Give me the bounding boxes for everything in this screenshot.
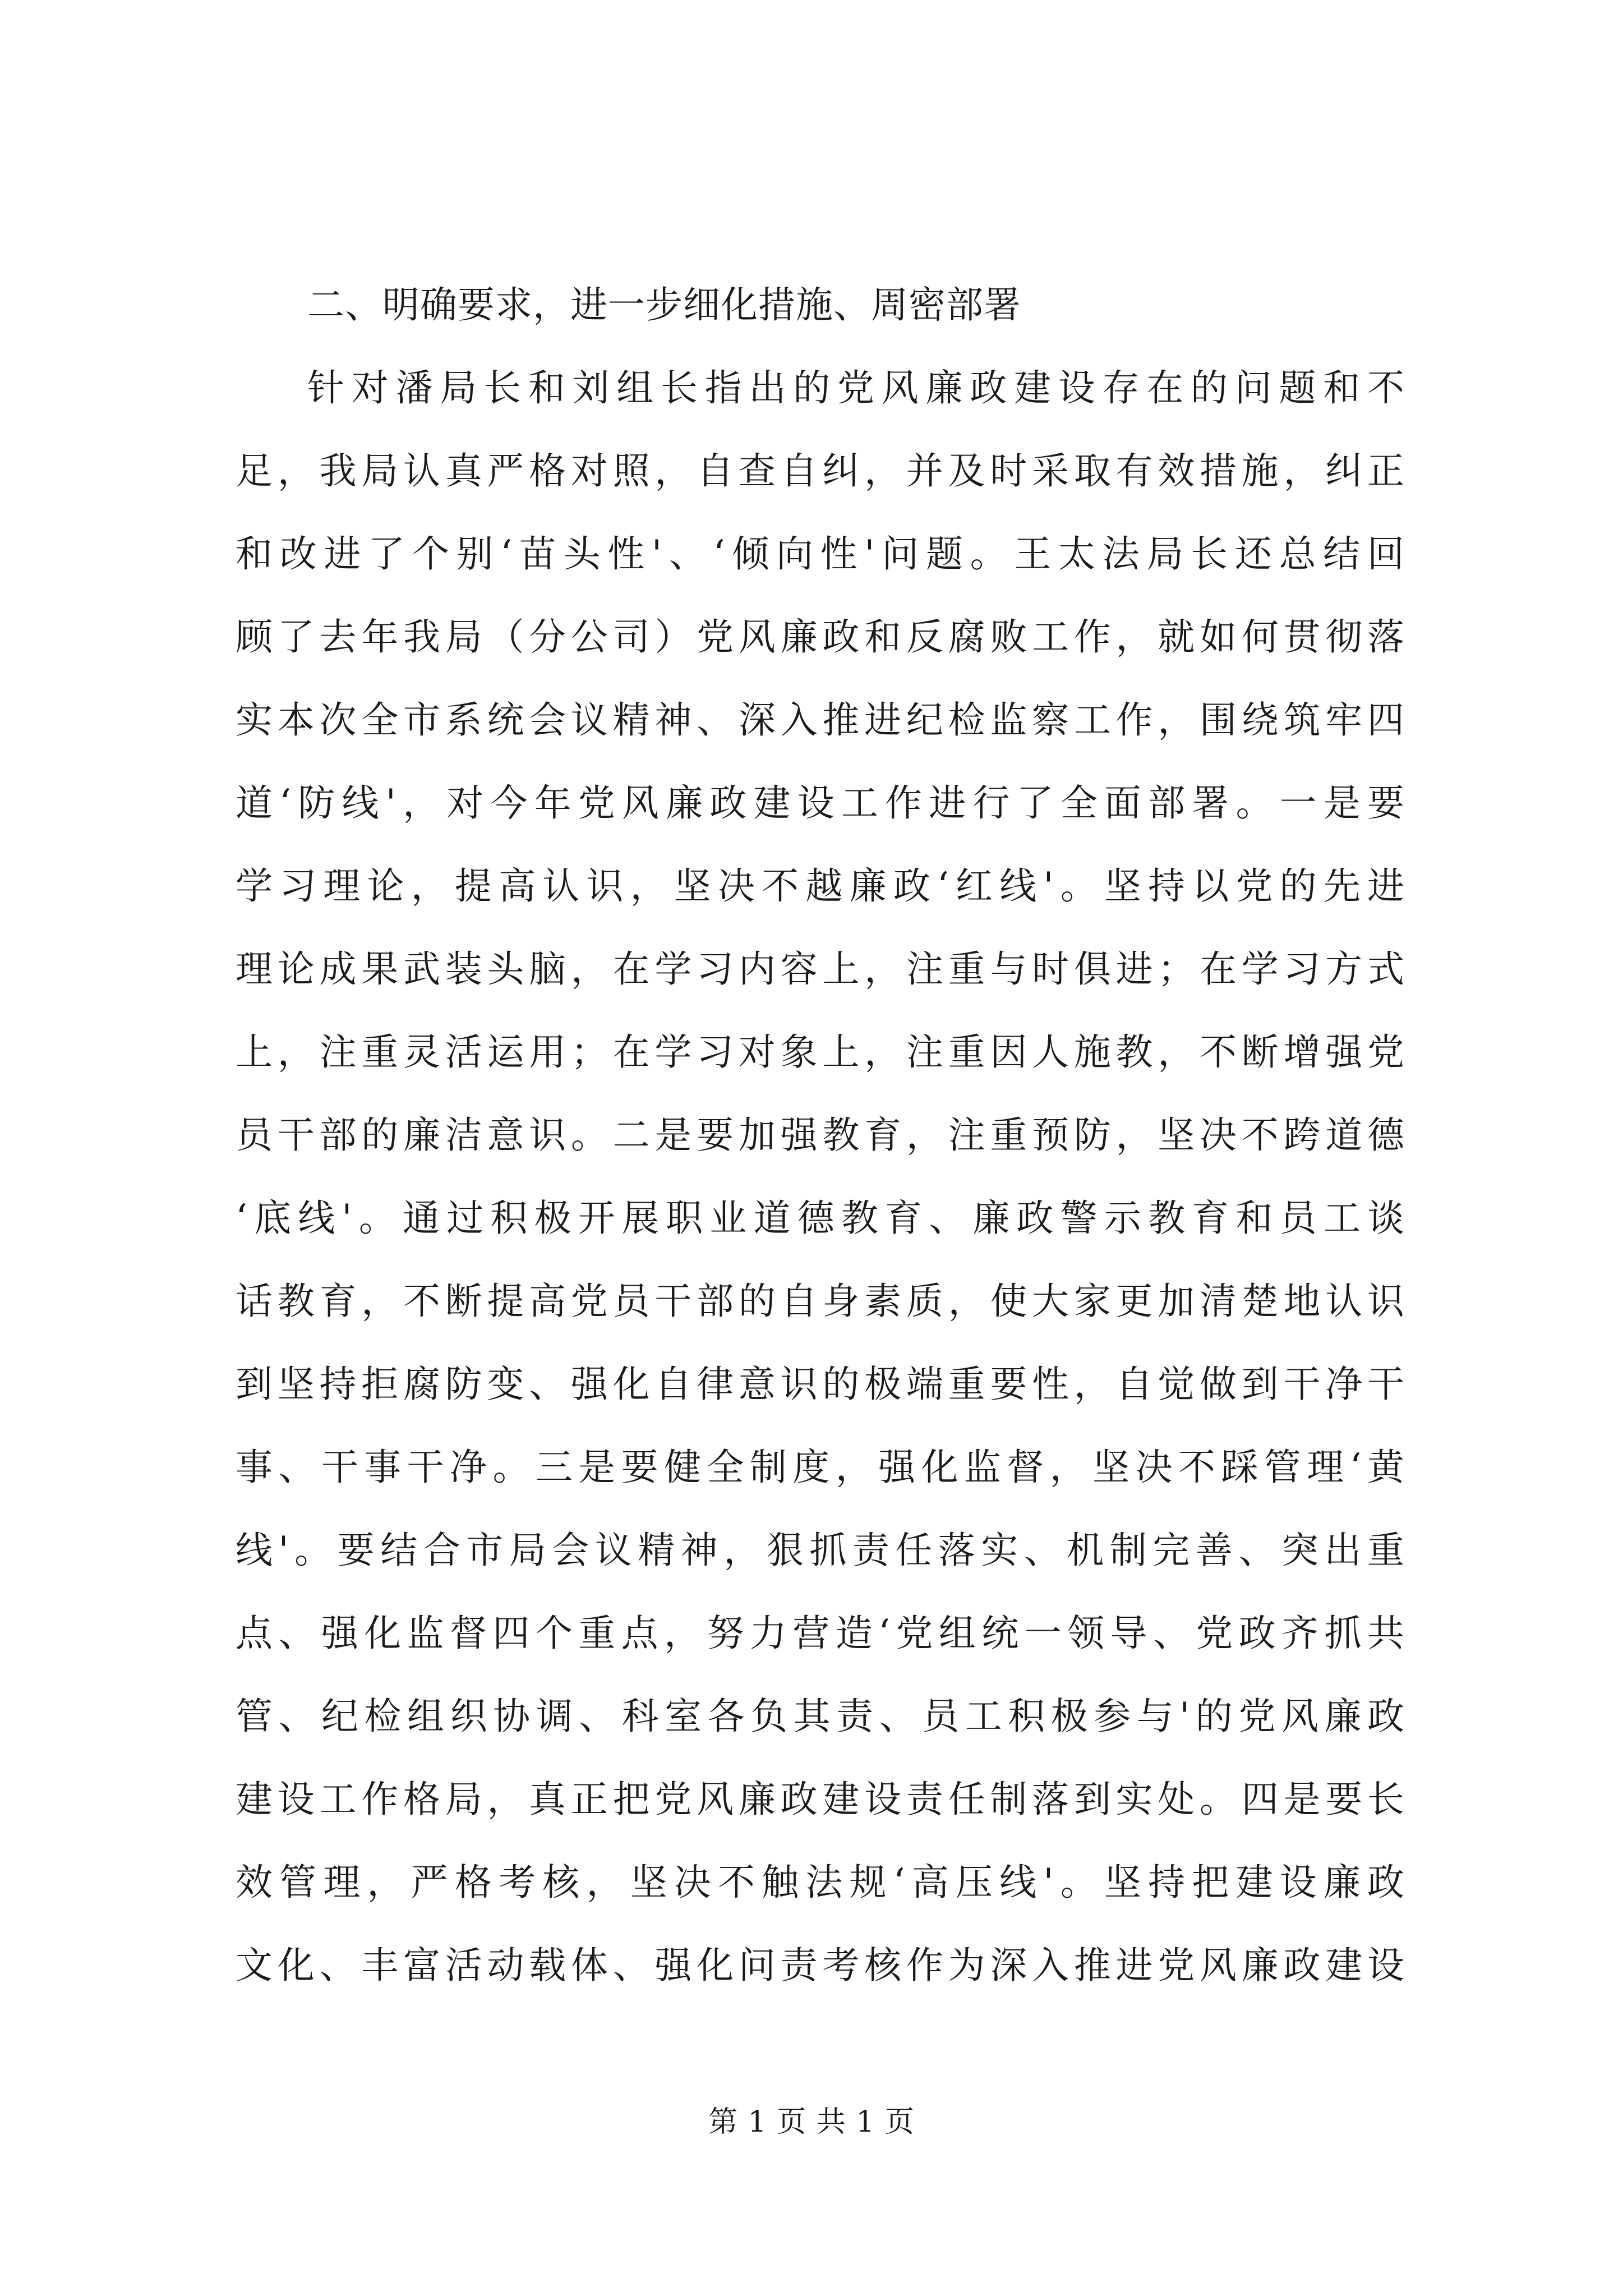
- paragraph-line: 点、强化监督四个重点，努力营造‘党组统一领导、党政齐抓共: [236, 1612, 1405, 1655]
- paragraph-line: 学习理论，提高认识，坚决不越廉政‘红线'。坚持以党的先进: [236, 864, 1405, 908]
- paragraph-line: 文化、丰富活动载体、强化问责考核作为深入推进党风廉政建设: [236, 1944, 1405, 1987]
- paragraph-line: 话教育，不断提高党员干部的自身素质，使大家更加清楚地认识: [236, 1280, 1405, 1323]
- paragraph-line: 事、干事干净。三是要健全制度，强化监督，坚决不踩管理‘黄: [236, 1446, 1405, 1489]
- page-number-footer: 第 1 页 共 1 页: [708, 2105, 915, 2139]
- paragraph-line: 道‘防线'，对今年党风廉政建设工作进行了全面部署。一是要: [236, 781, 1405, 825]
- paragraph-line: 实本次全市系统会议精神、深入推进纪检监察工作，围绕筑牢四: [236, 698, 1405, 742]
- paragraph-line: 管、纪检组织协调、科室各负其责、员工积极参与'的党风廉政: [236, 1695, 1405, 1738]
- paragraph-line: 建设工作格局，真正把党风廉政建设责任制落到实处。四是要长: [236, 1778, 1405, 1821]
- paragraph-line: 足，我局认真严格对照，自查自纠，并及时采取有效措施，纠正: [236, 449, 1405, 493]
- paragraph-line: 到坚持拒腐防变、强化自律意识的极端重要性，自觉做到干净干: [236, 1363, 1405, 1406]
- paragraph-line: 上，注重灵活运用；在学习对象上，注重因人施教，不断增强党: [236, 1030, 1405, 1074]
- paragraph-line: ‘底线'。通过积极开展职业道德教育、廉政警示教育和员工谈: [236, 1197, 1405, 1240]
- paragraph-line: 员干部的廉洁意识。二是要加强教育，注重预防，坚决不跨道德: [236, 1114, 1405, 1157]
- paragraph-line: 顾了去年我局（分公司）党风廉政和反腐败工作，就如何贯彻落: [236, 615, 1405, 659]
- paragraph-line: 效管理，严格考核，坚决不触法规‘高压线'。坚持把建设廉政: [236, 1861, 1405, 1904]
- section-heading: 二、明确要求，进一步细化措施、周密部署: [307, 283, 1021, 326]
- paragraph-line: 和改进了个别‘苗头性'、‘倾向性'问题。王太法局长还总结回: [236, 532, 1405, 576]
- paragraph-line: 针对潘局长和刘组长指出的党风廉政建设存在的问题和不: [307, 366, 1405, 409]
- paragraph-line: 理论成果武装头脑，在学习内容上，注重与时俱进；在学习方式: [236, 947, 1405, 991]
- paragraph-line: 线'。要结合市局会议精神，狠抓责任落实、机制完善、突出重: [236, 1529, 1405, 1572]
- document-body: [236, 264, 1405, 2007]
